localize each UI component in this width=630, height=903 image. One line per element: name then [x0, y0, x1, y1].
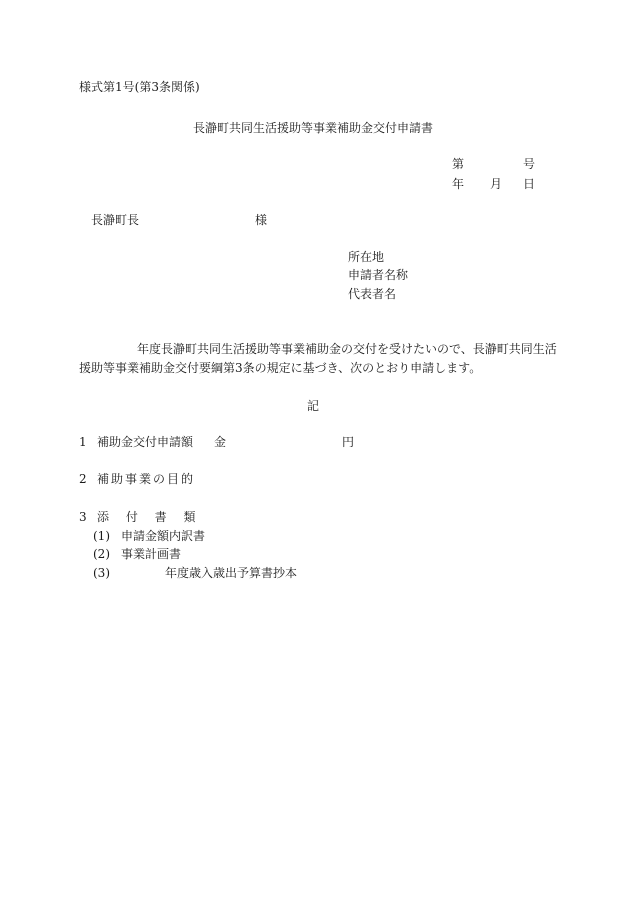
date-year-label: 年 [452, 177, 465, 191]
attachment-label: 事業計画書 [121, 547, 182, 561]
body-text-line-2: 援助等事業補助金交付要綱第3条の規定に基づき、次のとおり申請します。 [79, 361, 482, 375]
body-text-line-1: 年度長瀞町共同生活援助等事業補助金の交付を受けたいので、長瀞町共同生活 [137, 342, 557, 356]
document-title: 長瀞町共同生活援助等事業補助金交付申請書 [193, 121, 434, 135]
date-month-label: 月 [490, 177, 503, 191]
item-label-purpose: 補助事業の目的 [97, 472, 196, 486]
attachment-label: 年度歳入歳出予算書抄本 [165, 566, 298, 580]
attachment-number: (2) [93, 547, 110, 561]
item-number: 2 [79, 472, 87, 486]
addressee-name: 長瀞町長 [91, 213, 140, 227]
applicant-address-label: 所在地 [348, 250, 385, 264]
attachment-label: 申請金額内訳書 [121, 529, 206, 543]
form-number: 様式第1号(第3条関係) [79, 80, 200, 94]
item-number: 1 [79, 435, 87, 449]
document-number-prefix: 第 [452, 157, 465, 171]
date-day-label: 日 [523, 177, 536, 191]
ki-heading: 記 [307, 399, 320, 413]
attachment-number: (3) [93, 566, 110, 580]
document-number-suffix: 号 [523, 157, 536, 171]
item-label-application-amount: 補助金交付申請額 [97, 435, 194, 449]
addressee-honorific: 様 [255, 213, 268, 227]
amount-yen-label: 円 [342, 435, 355, 449]
item-number: 3 [79, 510, 87, 524]
item-label-attachments: 添 付 書 類 [97, 510, 196, 524]
applicant-representative-label: 代表者名 [348, 287, 397, 301]
amount-kin-label: 金 [214, 435, 227, 449]
applicant-name-label: 申請者名称 [348, 268, 409, 282]
attachment-number: (1) [93, 529, 110, 543]
